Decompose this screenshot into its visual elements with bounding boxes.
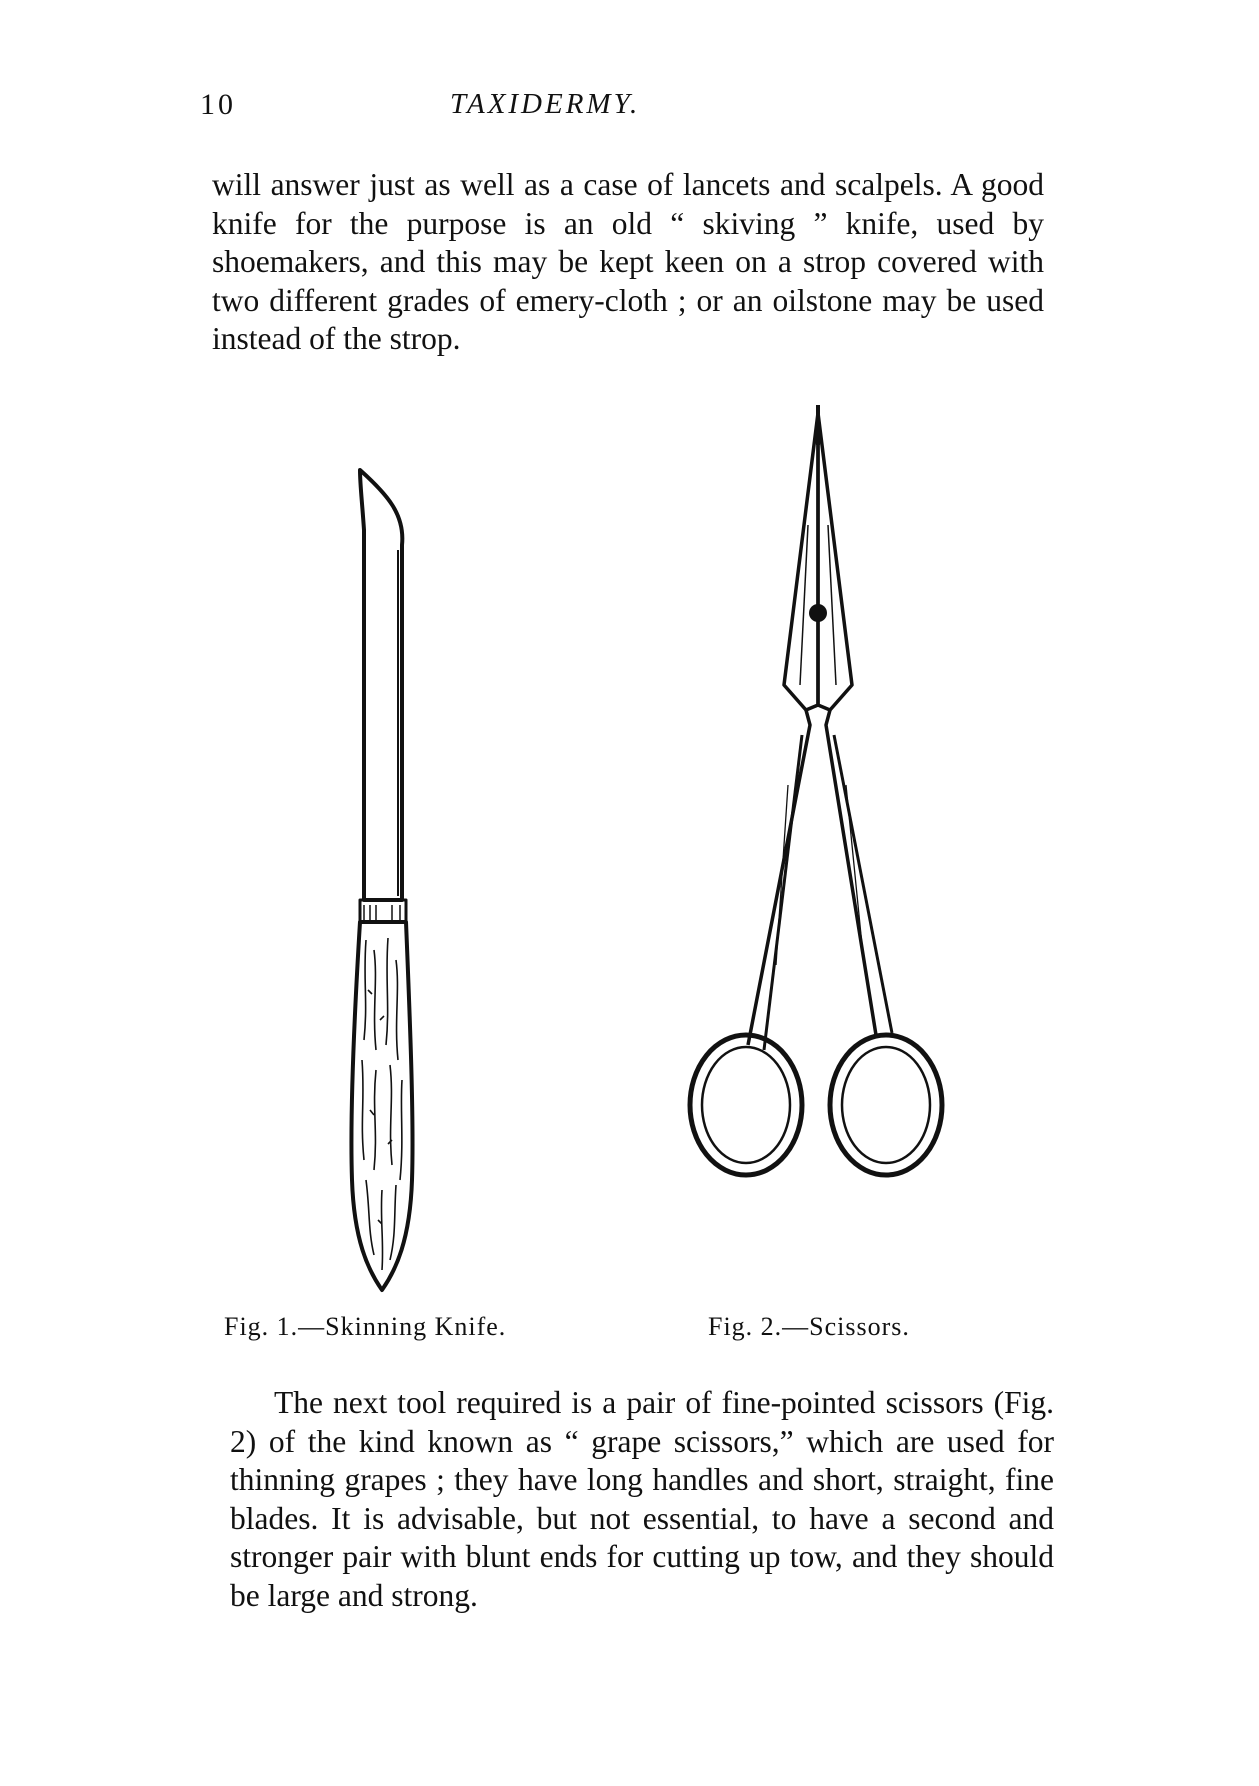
figure-1-caption: Fig. 1.—Skinning Knife. <box>224 1312 507 1341</box>
paragraph-2: The next tool required is a pair of fine-pointed scissors (Fig. 2) of the kind known as “ grape scissors,” which are used for thinning grapes ; they have long handles and short, straight, fine blades. It is advisable, but not essential, to have a second and stronger pair with blunt ends for cutting up tow, and they should be large and strong. <box>230 1385 1054 1613</box>
figure-2-caption: Fig. 2.—Scissors. <box>708 1312 910 1341</box>
running-title: TAXIDERMY. <box>450 88 641 120</box>
running-head <box>0 88 1259 128</box>
page-number: 10 <box>200 88 236 121</box>
skinning-knife-illustration <box>330 460 440 1300</box>
figures-area <box>0 400 1259 1340</box>
paragraph-1: will answer just as well as a case of lancets and scalpels. A good knife for the purpose is an old “ skiving ” knife, used by shoemakers, and this may be kept keen on a strop covered with two different grades of emery-cloth ; or an oilstone may be used instead of the strop. <box>212 167 1044 357</box>
scissors-illustration <box>680 405 970 1305</box>
